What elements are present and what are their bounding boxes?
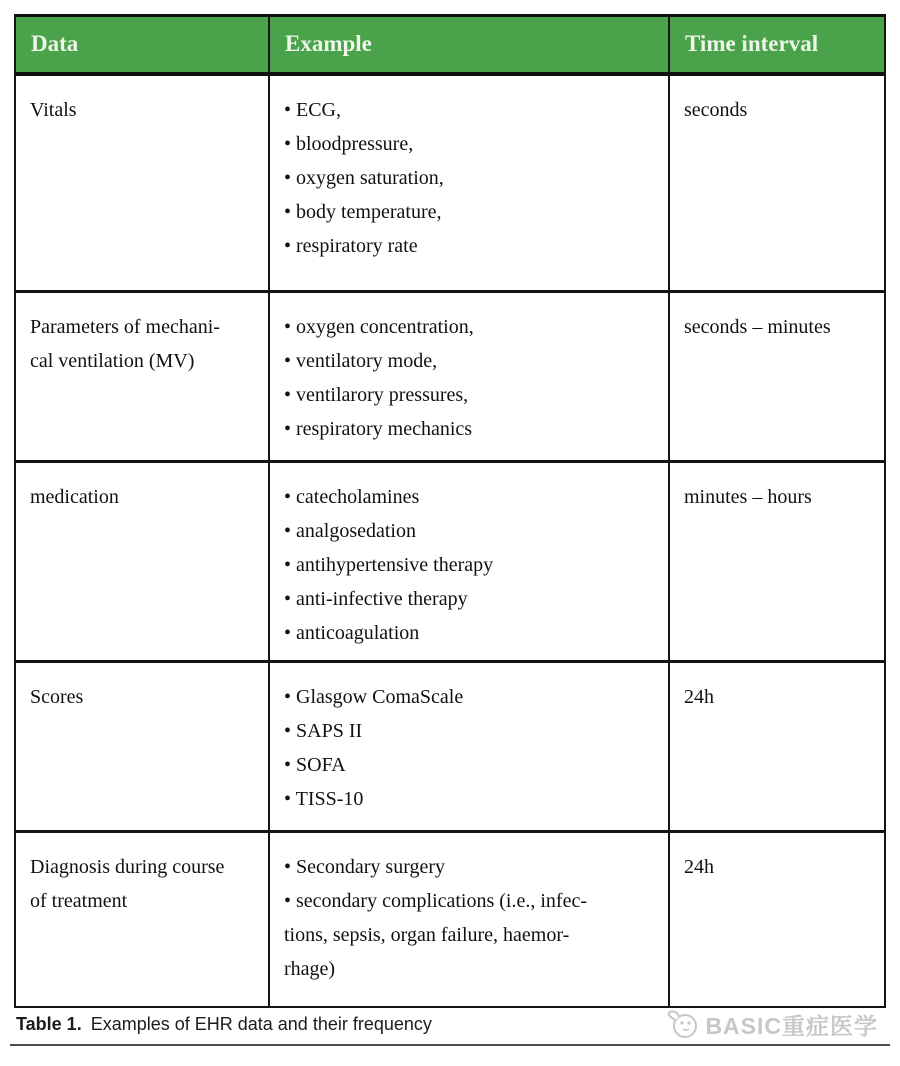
table-header-row xyxy=(15,16,885,74)
data-line: of treatment xyxy=(30,890,128,912)
bullet-item: • oxygen saturation, xyxy=(284,166,444,189)
data-cell xyxy=(15,462,269,662)
data-line: Parameters of mechani- xyxy=(30,316,220,338)
data-line: cal ventilation (MV) xyxy=(30,350,195,372)
example-cell xyxy=(269,832,669,1007)
table-caption xyxy=(16,1014,432,1035)
bullet-item: • anti-infective therapy xyxy=(284,588,468,610)
bullet-item: • analgosedation xyxy=(284,520,416,542)
data-cell xyxy=(15,74,269,292)
bullet-item: • antihypertensive therapy xyxy=(284,554,494,576)
bullet-item-continuation: tions, sepsis, organ failure, haemor- xyxy=(284,924,570,946)
data-line: Scores xyxy=(30,686,84,708)
bullet-item: • TISS-10 xyxy=(284,788,364,810)
caption-text: Examples of EHR data and their frequency xyxy=(90,1014,432,1034)
interval-cell: minutes – hours xyxy=(669,462,885,662)
data-line: Diagnosis during course xyxy=(30,856,225,878)
bullet-item: • Secondary surgery xyxy=(284,856,446,878)
data-line: medication xyxy=(30,486,119,508)
table-row xyxy=(15,832,885,1007)
data-line: Vitals xyxy=(30,98,77,121)
watermark xyxy=(665,1008,878,1041)
bullet-item: • Glasgow ComaScale xyxy=(284,686,464,708)
interval-cell: seconds xyxy=(669,74,885,292)
bullet-item: • respiratory rate xyxy=(284,234,418,257)
ehr-data-table xyxy=(14,14,886,1008)
bullet-item: • respiratory mechanics xyxy=(284,418,473,440)
data-cell xyxy=(15,292,269,462)
table-row xyxy=(15,74,885,292)
table-row xyxy=(15,662,885,832)
watermark-text: BASIC重症医学 xyxy=(705,1013,878,1039)
header-cell-example: Example xyxy=(269,16,669,74)
data-cell xyxy=(15,662,269,832)
interval-cell: 24h xyxy=(669,662,885,832)
example-cell xyxy=(269,462,669,662)
example-cell xyxy=(269,74,669,292)
bullet-item: • secondary complications (i.e., infec- xyxy=(284,890,587,912)
bottom-divider xyxy=(10,1044,890,1046)
interval-cell: seconds – minutes xyxy=(669,292,885,462)
data-cell xyxy=(15,832,269,1007)
bullet-item: • ventilarory pressures, xyxy=(284,384,469,406)
bullet-item: • ECG, xyxy=(284,98,342,121)
bullet-item: • body temperature, xyxy=(284,200,442,223)
example-cell xyxy=(269,662,669,832)
bullet-item: • catecholamines xyxy=(284,486,420,508)
header-cell-data: Data xyxy=(15,16,269,74)
example-cell xyxy=(269,292,669,462)
header-cell-time-interval: Time interval xyxy=(669,16,885,74)
interval-cell: 24h xyxy=(669,832,885,1007)
table-row xyxy=(15,292,885,462)
bullet-item: • anticoagulation xyxy=(284,622,420,644)
table-row xyxy=(15,462,885,662)
bullet-item: • oxygen concentration, xyxy=(284,316,474,338)
bullet-item: • SAPS II xyxy=(284,720,363,742)
caption-label: Table 1. xyxy=(16,1014,82,1034)
bullet-item-continuation: rhage) xyxy=(284,958,336,980)
bullet-item: • ventilatory mode, xyxy=(284,350,438,372)
bullet-item: • bloodpressure, xyxy=(284,132,414,155)
basic-mascot-icon xyxy=(665,1010,699,1040)
bullet-item: • SOFA xyxy=(284,754,346,776)
